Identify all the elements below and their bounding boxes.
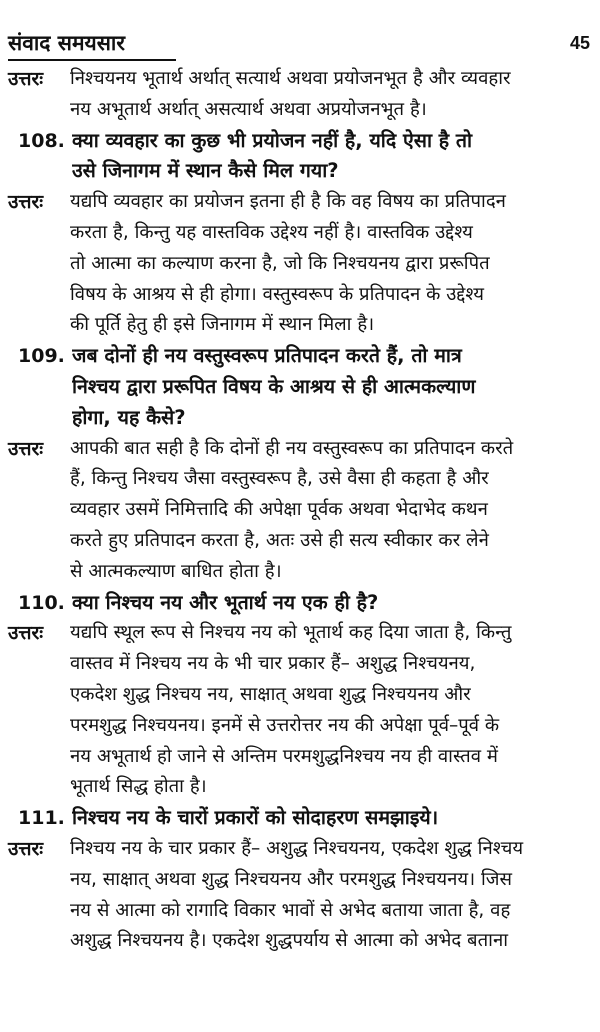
answer-block [0,64,600,126]
answer-label: उत्तरः [8,437,44,460]
answer-text-line: भूतार्थ सिद्ध होता है। [70,776,207,798]
answer-block [0,618,600,803]
question-text-line: निश्चय द्वारा प्ररूपित विषय के आश्रय से ही आत्मकल्याण [72,374,476,398]
question-block [0,126,600,188]
answer-text-line: की पूर्ति हेतु ही इसे जिनागम में स्थान मिला है। [70,314,375,336]
question-block [0,341,600,433]
page-number: 45 [569,33,590,53]
answer-text-line: करते हुए प्रतिपादन करता है, अतः उसे ही सत्य स्वीकार कर लेने [70,529,489,551]
answer-text-line: यद्यपि स्थूल रूप से निश्चय नय को भूतार्थ कह दिया जाता है, किन्तु [70,622,512,644]
answer-text-line: निश्चय नय के चार प्रकार हैं– अशुद्ध निश्चयनय, एकदेश शुद्ध निश्चय [70,838,524,859]
answer-text-line: करता है, किन्तु यह वास्तविक उद्देश्य नहीं है। वास्तविक उद्देश्य [70,221,473,243]
answer-text-line: नय, साक्षात् अथवा शुद्ध निश्चयनय और परमशुद्ध निश्चयनय। जिस [70,868,513,890]
answer-text-line: एकदेश शुद्ध निश्चय नय, साक्षात् अथवा शुद्ध निश्चयनय और [70,683,471,705]
answer-text-line: परमशुद्ध निश्चयनय। इनमें से उत्तरोत्तर नय की अपेक्षा पूर्व–पूर्व के [70,714,500,736]
question-number: 110. [18,591,65,614]
answer-block [0,834,600,957]
answer-label: उत्तरः [8,838,44,860]
running-title: संवाद समयसार [8,31,125,55]
answer-text-line: व्यवहार उसमें निमित्तादि की अपेक्षा पूर्वक अथवा भेदाभेद कथन [70,499,488,521]
answer-text-line: यद्यपि व्यवहार का प्रयोजन इतना ही है कि वह विषय का प्रतिपादन [70,191,506,213]
answer-block [0,187,600,341]
question-text-line: उसे जिनागम में स्थान कैसे मिल गया? [72,159,339,183]
answer-text-line: वास्तव में निश्चय नय के भी चार प्रकार हैं– अशुद्ध निश्चयनय, [70,653,476,675]
answer-text-line: नय से आत्मा को रागादि विकार भावों से अभेद बताया जाता है, वह [70,899,511,921]
answer-text-line: आपकी बात सही है कि दोनों ही नय वस्तुस्वरूप का प्रतिपादन करते [70,437,514,459]
answer-text-line: विषय के आश्रय से ही होगा। वस्तुस्वरूप के प्रतिपादन के उद्देश्य [70,283,484,305]
answer-text-line: तो आत्मा का कल्याण करना है, जो कि निश्चयनय द्वारा प्ररूपित [70,252,490,274]
answer-text-line: नय अभूतार्थ अर्थात् असत्यार्थ अथवा अप्रयोजनभूत है। [70,98,427,120]
question-block [0,803,600,834]
answer-text-line: हैं, किन्तु निश्चय जैसा वस्तुस्वरूप है, उसे वैसा ही कहता है और [70,468,489,490]
question-number: 109. [18,345,65,368]
question-number: 108. [18,129,65,152]
answer-text-line: अशुद्ध निश्चयनय है। एकदेश शुद्धपर्याय से आत्मा को अभेद बताना [70,930,509,952]
answer-label: उत्तरः [8,622,44,645]
answer-text-line: नय अभूतार्थ हो जाने से अन्तिम परमशुद्धनिश्चय नय ही वास्तव में [70,745,498,767]
header-underline [8,59,176,61]
answer-label: उत्तरः [8,68,44,90]
question-block [0,588,600,619]
question-number: 111. [18,807,65,830]
answer-block [0,434,600,588]
page-header [8,28,590,60]
question-text-line: निश्चय नय के चारों प्रकारों को सोदाहरण समझाइये। [72,806,439,830]
question-text-line: क्या निश्चय नय और भूतार्थ नय एक ही है? [72,590,379,614]
answer-text-line: निश्चयनय भूतार्थ अर्थात् सत्यार्थ अथवा प्रयोजनभूत है और व्यवहार [70,68,511,89]
answer-text-line: से आत्मकल्याण बाधित होता है। [70,560,282,582]
answer-label: उत्तरः [8,191,44,214]
question-text-line: जब दोनों ही नय वस्तुस्वरूप प्रतिपादन करते हैं, तो मात्र [72,344,462,368]
question-text-line: क्या व्यवहार का कुछ भी प्रयोजन नहीं है, यदि ऐसा है तो [72,128,473,152]
question-text-line: होगा, यह कैसे? [72,405,186,429]
